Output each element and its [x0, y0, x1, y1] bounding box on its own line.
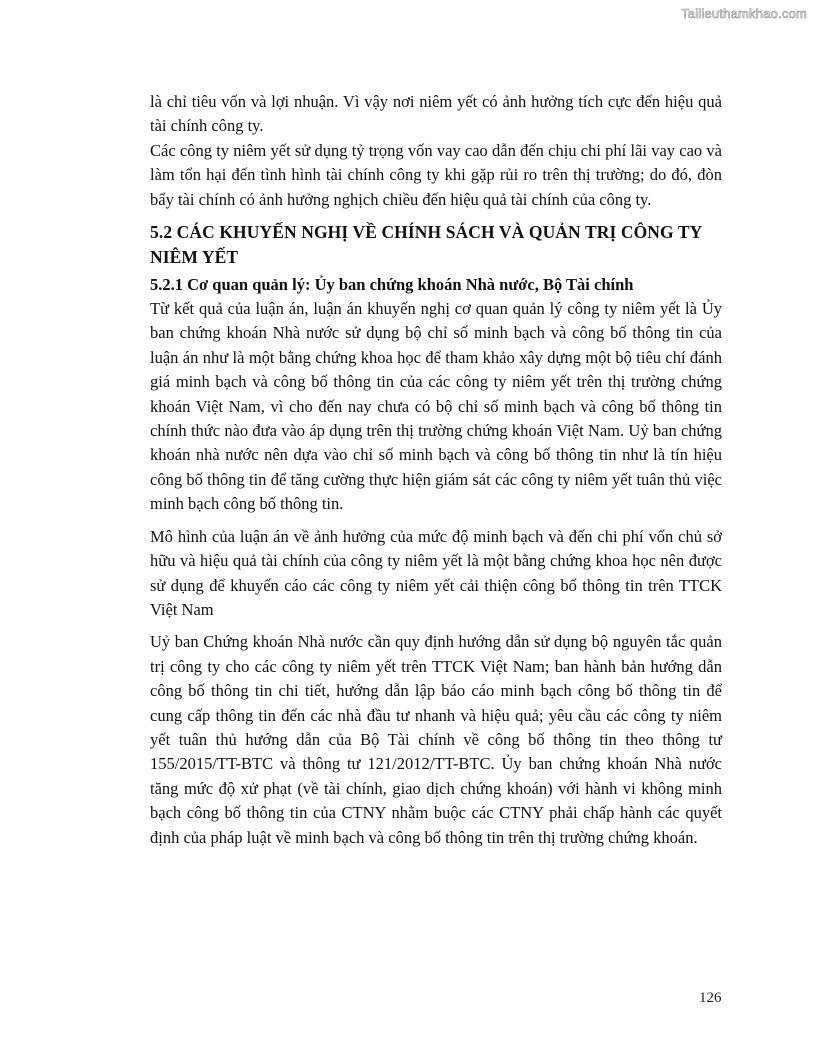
paragraph-recommendation-3: Uỷ ban Chứng khoán Nhà nước cần quy định hướng dẫn sử dụng bộ nguyên tắc quản trị công ty cho các công ty niêm yết trên TTCK Việt Nam; ban hành bản hướng dẫn công bố thông tin chi tiết, hướng dẫn lập báo cáo minh bạch công bố thông tin để cung cấp thông tin đến các nhà đầu tư nhanh và hiệu quả; yêu cầu các công ty niêm yết tuân thủ hướng dẫn của Bộ Tài chính về công bố thông tin theo thông tư 155/2015/TT-BTC và thông tư 121/2012/TT-BTC. Ủy ban chứng khoán Nhà nước tăng mức độ xử phạt (về tài chính, giao dịch chứng khoán) với hành vi không minh bạch công bố thông tin của CTNY nhằm buộc các CTNY phải chấp hành các quyết định của pháp luật về minh bạch và công bố thông tin trên thị trường chứng khoán.	[150, 632, 722, 847]
section-heading: 5.2 CÁC KHUYẾN NGHỊ VỀ CHÍNH SÁCH VÀ QUẢN TRỊ CÔNG TY NIÊM YẾT	[150, 222, 702, 268]
paragraph-intro-continuation: là chỉ tiêu vốn và lợi nhuận. Vì vậy nơi niêm yết có ảnh hưởng tích cực đến hiệu quả tài chính công ty.	[150, 92, 722, 136]
page-number: 126	[699, 990, 722, 1006]
paragraph-leverage: Các công ty niêm yết sử dụng tỷ trọng vốn vay cao dẫn đến chịu chi phí lãi vay cao và làm tổn hại đến tình hình tài chính công ty khi gặp rủi ro trên thị trường; do đó, đòn bẩy tài chính có ảnh hưởng nghịch chiều đến hiệu quả tài chính của công ty.	[150, 140, 722, 209]
subsection-heading: 5.2.1 Cơ quan quản lý: Ủy ban chứng khoán Nhà nước, Bộ Tài chính	[150, 275, 634, 295]
document-body	[150, 90, 722, 850]
paragraph-recommendation-2: Mô hình của luận án về ảnh hưởng của mức độ minh bạch và đến chi phí vốn chủ sở hữu và hiệu quả tài chính của công ty niêm yết là một bằng chứng khoa học nên được sử dụng để khuyến cáo các công ty niêm yết cải thiện công bố thông tin trên TTCK Việt Nam	[150, 526, 722, 619]
paragraph-recommendation-1: Từ kết quả của luận án, luận án khuyến nghị cơ quan quản lý công ty niêm yết là Ủy ban chứng khoán Nhà nước sử dụng bộ chỉ số minh bạch và công bố thông tin của luận án như là một bằng chứng khoa học để tham khảo xây dựng một bộ tiêu chí đánh giá minh bạch và công bố thông tin của các công ty niêm yết trên thị trường chứng khoán Việt Nam, vì cho đến nay chưa có bộ chỉ số minh bạch và công bố thông tin chính thức nào đưa vào áp dụng trên thị trường chứng khoán Việt Nam. Uỷ ban chứng khoán nhà nước nên dựa vào chỉ số minh bạch và công bố thông tin như là tín hiệu công bố thông tin để tăng cường thực hiện giám sát các công ty niêm yết tuân thủ việc minh bạch công bố thông tin.	[150, 299, 722, 514]
watermark-text: Tailieuthamkhao.com	[681, 6, 807, 21]
